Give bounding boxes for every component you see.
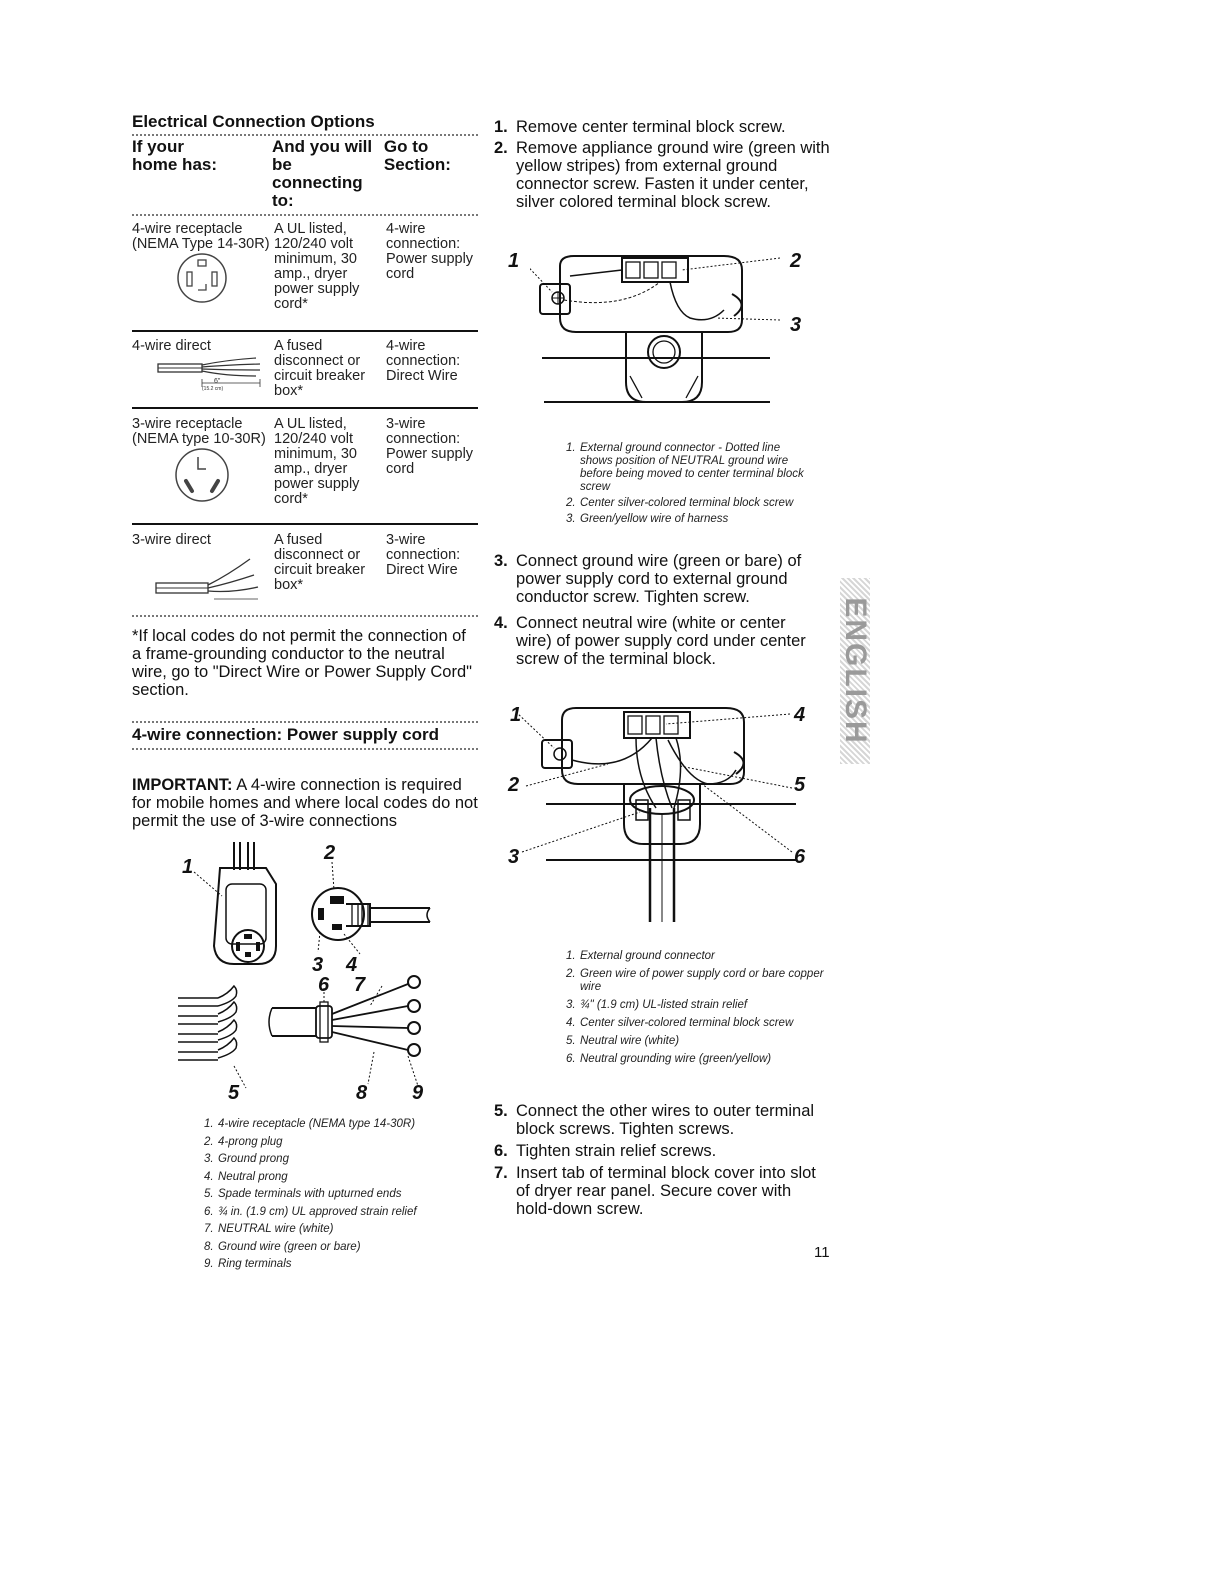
subsection-title: 4-wire connection: Power supply cord — [132, 721, 478, 750]
option-row — [132, 525, 478, 617]
figure2-captions — [566, 950, 836, 1066]
figure-label: 7 — [354, 974, 366, 996]
caption-item: 4. Center silver-colored terminal block screw — [566, 1017, 794, 1029]
caption-item: 8. Ground wire (green or bare) — [204, 1240, 361, 1253]
caption-item: 1. 4-wire receptacle (NEMA type 14-30R) — [204, 1118, 416, 1130]
terminal-block-cord-diagram — [516, 700, 806, 930]
three-wire-cable-icon — [154, 553, 274, 601]
step-item: 2. Remove appliance ground wire (green with yellow stripes) from external ground connector screw. Fasten it under center, silver colored terminal block screw. — [494, 139, 830, 211]
dimension-label: 6" — [214, 378, 221, 385]
option-home-has: 4-wire direct — [132, 338, 211, 354]
options-table-header — [132, 136, 478, 216]
option-section: 4-wire connection: Direct Wire — [386, 338, 461, 384]
steps-group-c — [494, 1102, 820, 1218]
option-section: 4-wire connection: Power supply cord — [386, 221, 474, 282]
language-tab-label: ENGLISH — [839, 597, 872, 745]
figure-label: 3 — [508, 846, 520, 868]
important-text: A 4-wire connection is required for mobile homes and where local codes do not permit the use of 3-wire connections — [132, 776, 478, 830]
option-home-has: 3-wire direct — [132, 532, 211, 548]
important-note — [132, 776, 478, 830]
steps-group-b — [494, 552, 824, 668]
figure-label: 8 — [356, 1082, 368, 1104]
dimension-metric-label: (15.2 cm) — [202, 386, 224, 392]
option-row — [132, 216, 478, 332]
figure-label: 2 — [508, 774, 520, 796]
caption-item: 1. External ground connector - Dotted line shows position of NEUTRAL ground wire before being moved to center terminal block screw — [566, 442, 804, 493]
step-item: 1. Remove center terminal block screw. — [494, 118, 786, 136]
steps-group-a — [494, 118, 834, 211]
caption-item: 3. Green/yellow wire of harness — [566, 513, 729, 525]
language-side-tab — [840, 578, 870, 764]
caption-item: 3. ¾" (1.9 cm) UL-listed strain relief — [566, 999, 748, 1011]
figure-label: 2 — [790, 250, 802, 272]
figure-label: 6 — [318, 974, 330, 996]
figure-label: 1 — [508, 250, 520, 272]
four-wire-power-cord-diagram — [168, 838, 448, 1100]
option-connect-to: A fused disconnect or circuit breaker box* — [274, 532, 366, 593]
caption-item: 7. NEUTRAL wire (white) — [204, 1223, 334, 1235]
header-connecting-to: And you will be connecting to: — [272, 137, 373, 210]
step-item: 6. Tighten strain relief screws. — [494, 1142, 717, 1160]
figure-label: 4 — [346, 954, 358, 976]
section-title: Electrical Connection Options — [132, 112, 478, 136]
figure-label: 5 — [228, 1082, 240, 1104]
left-figure-captions — [204, 1116, 484, 1274]
caption-item: 6. ¾ in. (1.9 cm) UL approved strain relief — [204, 1205, 417, 1218]
three-prong-receptacle-icon — [172, 445, 232, 505]
step-item: 5. Connect the other wires to outer terminal block screws. Tighten screws. — [494, 1102, 815, 1138]
step-item: 3. Connect ground wire (green or bare) of power supply cord to external ground conductor screw. Tighten screw. — [494, 552, 802, 606]
option-home-has: 3-wire receptacle (NEMA type 10-30R) — [132, 416, 266, 447]
caption-item: 5. Spade terminals with upturned ends — [204, 1188, 402, 1200]
option-connect-to: A UL listed, 120/240 volt minimum, 30 amp., dryer power supply cord* — [274, 221, 360, 312]
caption-item: 4. Neutral prong — [204, 1170, 288, 1183]
header-home-has: If your home has: — [132, 137, 218, 174]
step-item: 4. Connect neutral wire (white or center wire) of power supply cord under center screw of the terminal block. — [494, 614, 806, 668]
figure-label: 2 — [324, 842, 336, 864]
figure-label: 1 — [510, 704, 522, 726]
terminal-block-diagram — [530, 248, 780, 408]
option-connect-to: A UL listed, 120/240 volt minimum, 30 amp., dryer power supply cord* — [274, 416, 360, 507]
caption-item: 2. Center silver-colored terminal block screw — [566, 497, 794, 509]
left-column — [132, 112, 478, 830]
important-label: IMPORTANT: — [132, 776, 233, 794]
local-codes-note: *If local codes do not permit the connection of a frame-grounding conductor to the neutral wire, go to "Direct Wire or Power Supply Cord" section. — [132, 627, 472, 699]
caption-item: 2. 4-prong plug — [204, 1135, 283, 1148]
option-home-has: 4-wire receptacle (NEMA Type 14-30R) — [132, 221, 270, 252]
caption-item: 5. Neutral wire (white) — [566, 1035, 680, 1047]
option-row — [132, 332, 478, 409]
option-section: 3-wire connection: Power supply cord — [386, 416, 474, 477]
caption-item: 6. Neutral grounding wire (green/yellow) — [566, 1053, 772, 1065]
figure-label: 6 — [794, 846, 806, 868]
caption-item: 9. Ring terminals — [204, 1258, 292, 1270]
page-number: 11 — [814, 1244, 830, 1261]
caption-item: 3. Ground prong — [204, 1153, 289, 1165]
four-prong-receptacle-icon — [174, 250, 230, 306]
option-section: 3-wire connection: Direct Wire — [386, 532, 461, 578]
figure1-captions — [566, 442, 806, 526]
header-go-to-section: Go to Section: — [383, 137, 451, 174]
figure-label: 4 — [794, 704, 806, 726]
option-row — [132, 409, 478, 525]
figure-label: 3 — [790, 314, 802, 336]
step-item: 7. Insert tab of terminal block cover into slot of dryer rear panel. Secure cover with hold-down screw. — [494, 1164, 816, 1218]
caption-item: 2. Green wire of power supply cord or bare copper wire — [566, 968, 824, 993]
figure-label: 5 — [794, 774, 806, 796]
caption-item: 1. External ground connector — [566, 950, 715, 962]
option-connect-to: A fused disconnect or circuit breaker box* — [274, 338, 366, 399]
figure-label: 9 — [412, 1082, 424, 1104]
figure-label: 3 — [312, 954, 324, 976]
figure-label: 1 — [182, 856, 194, 878]
